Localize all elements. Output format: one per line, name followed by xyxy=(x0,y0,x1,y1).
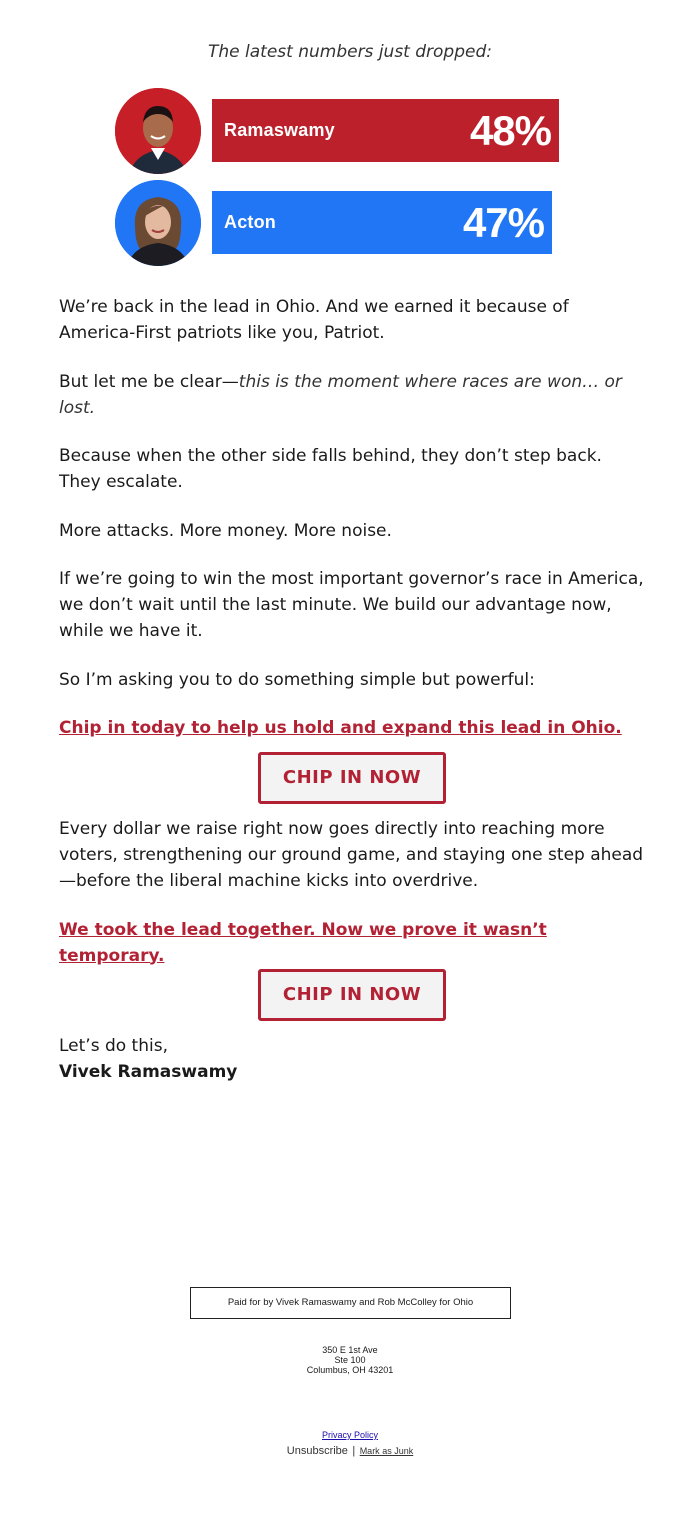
mailing-address xyxy=(0,1345,700,1375)
poll-bar-acton xyxy=(212,191,552,254)
donate-link-2-wrap xyxy=(59,917,649,969)
candidate-percent: 47% xyxy=(462,199,544,246)
footer-separator: | xyxy=(352,1445,356,1457)
signoff-block xyxy=(59,1033,649,1085)
avatar-ramaswamy xyxy=(115,88,201,174)
chip-in-button-1[interactable]: CHIP IN NOW xyxy=(258,752,446,804)
paragraph-5: If we’re going to win the most important governor’s race in America, we don’t wait until the last minute. We build our advantage now, while we have it. xyxy=(59,569,644,641)
address-line-3: Columbus, OH 43201 xyxy=(306,1365,394,1375)
paragraph-2-prefix: But let me be clear— xyxy=(59,371,239,392)
address-line-1: 350 E 1st Ave xyxy=(322,1345,378,1355)
candidate-name: Ramaswamy xyxy=(224,120,335,140)
privacy-policy-link[interactable]: Privacy Policy xyxy=(321,1430,378,1440)
candidate-name: Acton xyxy=(224,212,276,232)
paragraph-2 xyxy=(59,369,649,421)
chip-in-button-2[interactable]: CHIP IN NOW xyxy=(258,969,446,1021)
poll-row-acton xyxy=(115,180,575,266)
candidate-percent: 48% xyxy=(469,107,551,154)
body-section-2 xyxy=(59,816,649,969)
donate-link-1[interactable]: Chip in today to help us hold and expand this lead in Ohio. xyxy=(59,718,622,738)
paragraph-7: Every dollar we raise right now goes directly into reaching more voters, strengthening our ground game, and staying one step ahead—before the liberal machine kicks into overdrive. xyxy=(59,819,644,891)
paragraph-2-italic: this is the moment where races are won… or lost. xyxy=(59,371,622,418)
signoff-text: Let’s do this, xyxy=(59,1036,168,1056)
paragraph-3: Because when the other side falls behind, they don’t step back. They escalate. xyxy=(59,446,602,492)
paid-for-disclaimer: Paid for by Vivek Ramaswamy and Rob McColley for Ohio xyxy=(190,1287,511,1319)
poll-bar-ramaswamy xyxy=(212,99,559,162)
address-line-2: Ste 100 xyxy=(334,1355,366,1365)
intro-text: The latest numbers just dropped: xyxy=(208,42,492,62)
paragraph-6: So I’m asking you to do something simple but powerful: xyxy=(59,669,535,690)
poll-row-ramaswamy xyxy=(115,88,575,174)
paragraph-4: More attacks. More money. More noise. xyxy=(59,520,392,541)
body-section-1 xyxy=(59,294,649,741)
signature: Vivek Ramaswamy xyxy=(59,1062,238,1082)
avatar-acton xyxy=(115,180,201,266)
paragraph-1: We’re back in the lead in Ohio. And we earned it because of America-First patriots like you, Patriot. xyxy=(59,297,569,343)
donate-link-1-wrap xyxy=(59,715,649,741)
donate-link-2[interactable]: We took the lead together. Now we prove it wasn’t temporary. xyxy=(59,919,547,966)
mark-as-junk-link[interactable]: Mark as Junk xyxy=(359,1446,414,1456)
unsubscribe-link[interactable]: Unsubscribe xyxy=(286,1445,348,1457)
footer-links xyxy=(0,1430,700,1459)
